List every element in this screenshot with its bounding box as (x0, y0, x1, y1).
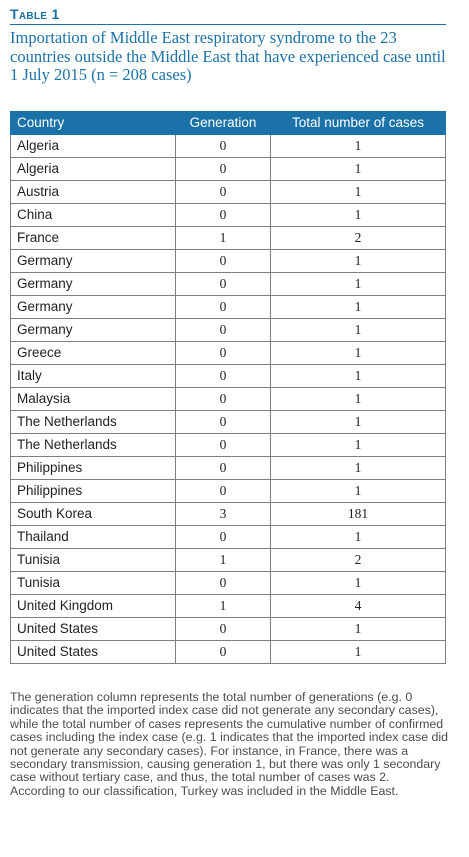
cell-country: China (11, 203, 176, 226)
table-row (11, 433, 446, 456)
cell-generation: 0 (176, 525, 271, 548)
cell-total-cases: 181 (271, 502, 446, 525)
table-row (11, 341, 446, 364)
table-row (11, 479, 446, 502)
table-row (11, 295, 446, 318)
column-header-generation: Generation (176, 111, 271, 134)
table-row (11, 571, 446, 594)
cell-total-cases: 4 (271, 594, 446, 617)
cell-generation: 0 (176, 456, 271, 479)
cell-total-cases: 1 (271, 433, 446, 456)
cell-generation: 0 (176, 134, 271, 157)
header-rule (10, 24, 446, 25)
table-row (11, 134, 446, 157)
table-body (11, 134, 446, 663)
cell-generation: 1 (176, 594, 271, 617)
cell-total-cases: 1 (271, 617, 446, 640)
cell-generation: 0 (176, 295, 271, 318)
cell-generation: 0 (176, 433, 271, 456)
cell-country: Philippines (11, 479, 176, 502)
table-footnote (10, 691, 454, 798)
column-header-country: Country (11, 111, 176, 134)
table-row (11, 594, 446, 617)
cell-generation: 1 (176, 548, 271, 571)
cell-country: The Netherlands (11, 410, 176, 433)
header-row (11, 111, 446, 134)
cell-generation: 0 (176, 640, 271, 663)
cell-total-cases: 1 (271, 318, 446, 341)
cell-total-cases: 1 (271, 640, 446, 663)
table-row (11, 502, 446, 525)
cell-country: United States (11, 640, 176, 663)
cell-total-cases: 1 (271, 479, 446, 502)
cell-country: United Kingdom (11, 594, 176, 617)
cell-total-cases: 1 (271, 341, 446, 364)
cell-total-cases: 1 (271, 387, 446, 410)
footnote-generation-explanation: The generation column represents the total number of generations (e.g. 0 indicates that the imported index case did not generate any secondary cases), while the total number of cases represents the cumulative number of confirmed cases including the index case (e.g. 1 indicates that the imported index case did not generate any secondary cases). For instance, in France, there was a secondary transmission, causing generation 1, but there was only 1 secondary case without tertiary case, and thus, the total number of cases was 2. (10, 690, 449, 785)
cell-total-cases: 1 (271, 456, 446, 479)
cell-total-cases: 1 (271, 157, 446, 180)
cell-generation: 0 (176, 617, 271, 640)
cell-total-cases: 1 (271, 272, 446, 295)
cell-country: Greece (11, 341, 176, 364)
table-row (11, 249, 446, 272)
cell-country: Tunisia (11, 548, 176, 571)
table-row (11, 640, 446, 663)
cell-generation: 0 (176, 341, 271, 364)
column-header-total-cases: Total number of cases (271, 111, 446, 134)
cell-country: United States (11, 617, 176, 640)
cell-total-cases: 1 (271, 295, 446, 318)
table-caption: Importation of Middle East respiratory syndrome to the 23 countries outside the Middle East that have experienced case until 1 July 2015 (n = 208 cases) (10, 28, 446, 84)
table-row (11, 203, 446, 226)
table-row (11, 272, 446, 295)
cell-country: Tunisia (11, 571, 176, 594)
cell-country: Germany (11, 249, 176, 272)
cell-total-cases: 2 (271, 548, 446, 571)
cell-total-cases: 1 (271, 180, 446, 203)
table-label: Table 1 (10, 6, 60, 22)
cell-generation: 0 (176, 571, 271, 594)
table-document (10, 4, 459, 664)
cell-country: Philippines (11, 456, 176, 479)
cell-total-cases: 1 (271, 571, 446, 594)
table-row (11, 180, 446, 203)
cell-generation: 0 (176, 272, 271, 295)
cell-total-cases: 1 (271, 410, 446, 433)
table-row (11, 226, 446, 249)
cell-country: Algeria (11, 134, 176, 157)
table-row (11, 387, 446, 410)
cell-total-cases: 1 (271, 364, 446, 387)
cell-country: Algeria (11, 157, 176, 180)
cell-country: Germany (11, 272, 176, 295)
cell-country: Germany (11, 295, 176, 318)
cell-total-cases: 1 (271, 249, 446, 272)
cell-generation: 0 (176, 410, 271, 433)
data-table (10, 111, 446, 664)
cell-generation: 0 (176, 318, 271, 341)
cell-generation: 1 (176, 226, 271, 249)
cell-country: Italy (11, 364, 176, 387)
cell-country: Thailand (11, 525, 176, 548)
table-row (11, 318, 446, 341)
cell-country: Malaysia (11, 387, 176, 410)
cell-total-cases: 1 (271, 134, 446, 157)
cell-country: The Netherlands (11, 433, 176, 456)
cell-country: Germany (11, 318, 176, 341)
table-row (11, 410, 446, 433)
cell-total-cases: 2 (271, 226, 446, 249)
table-row (11, 525, 446, 548)
table-row (11, 364, 446, 387)
cell-country: France (11, 226, 176, 249)
cell-generation: 3 (176, 502, 271, 525)
table-row (11, 617, 446, 640)
table-row (11, 157, 446, 180)
cell-total-cases: 1 (271, 525, 446, 548)
cell-generation: 0 (176, 157, 271, 180)
table-row (11, 456, 446, 479)
cell-generation: 0 (176, 387, 271, 410)
cell-generation: 0 (176, 479, 271, 502)
cell-country: South Korea (11, 502, 176, 525)
cell-generation: 0 (176, 364, 271, 387)
cell-country: Austria (11, 180, 176, 203)
cell-generation: 0 (176, 249, 271, 272)
cell-generation: 0 (176, 180, 271, 203)
footnote-turkey-classification: According to our classification, Turkey was included in the Middle East. (10, 783, 399, 798)
cell-generation: 0 (176, 203, 271, 226)
cell-total-cases: 1 (271, 203, 446, 226)
table-row (11, 548, 446, 571)
